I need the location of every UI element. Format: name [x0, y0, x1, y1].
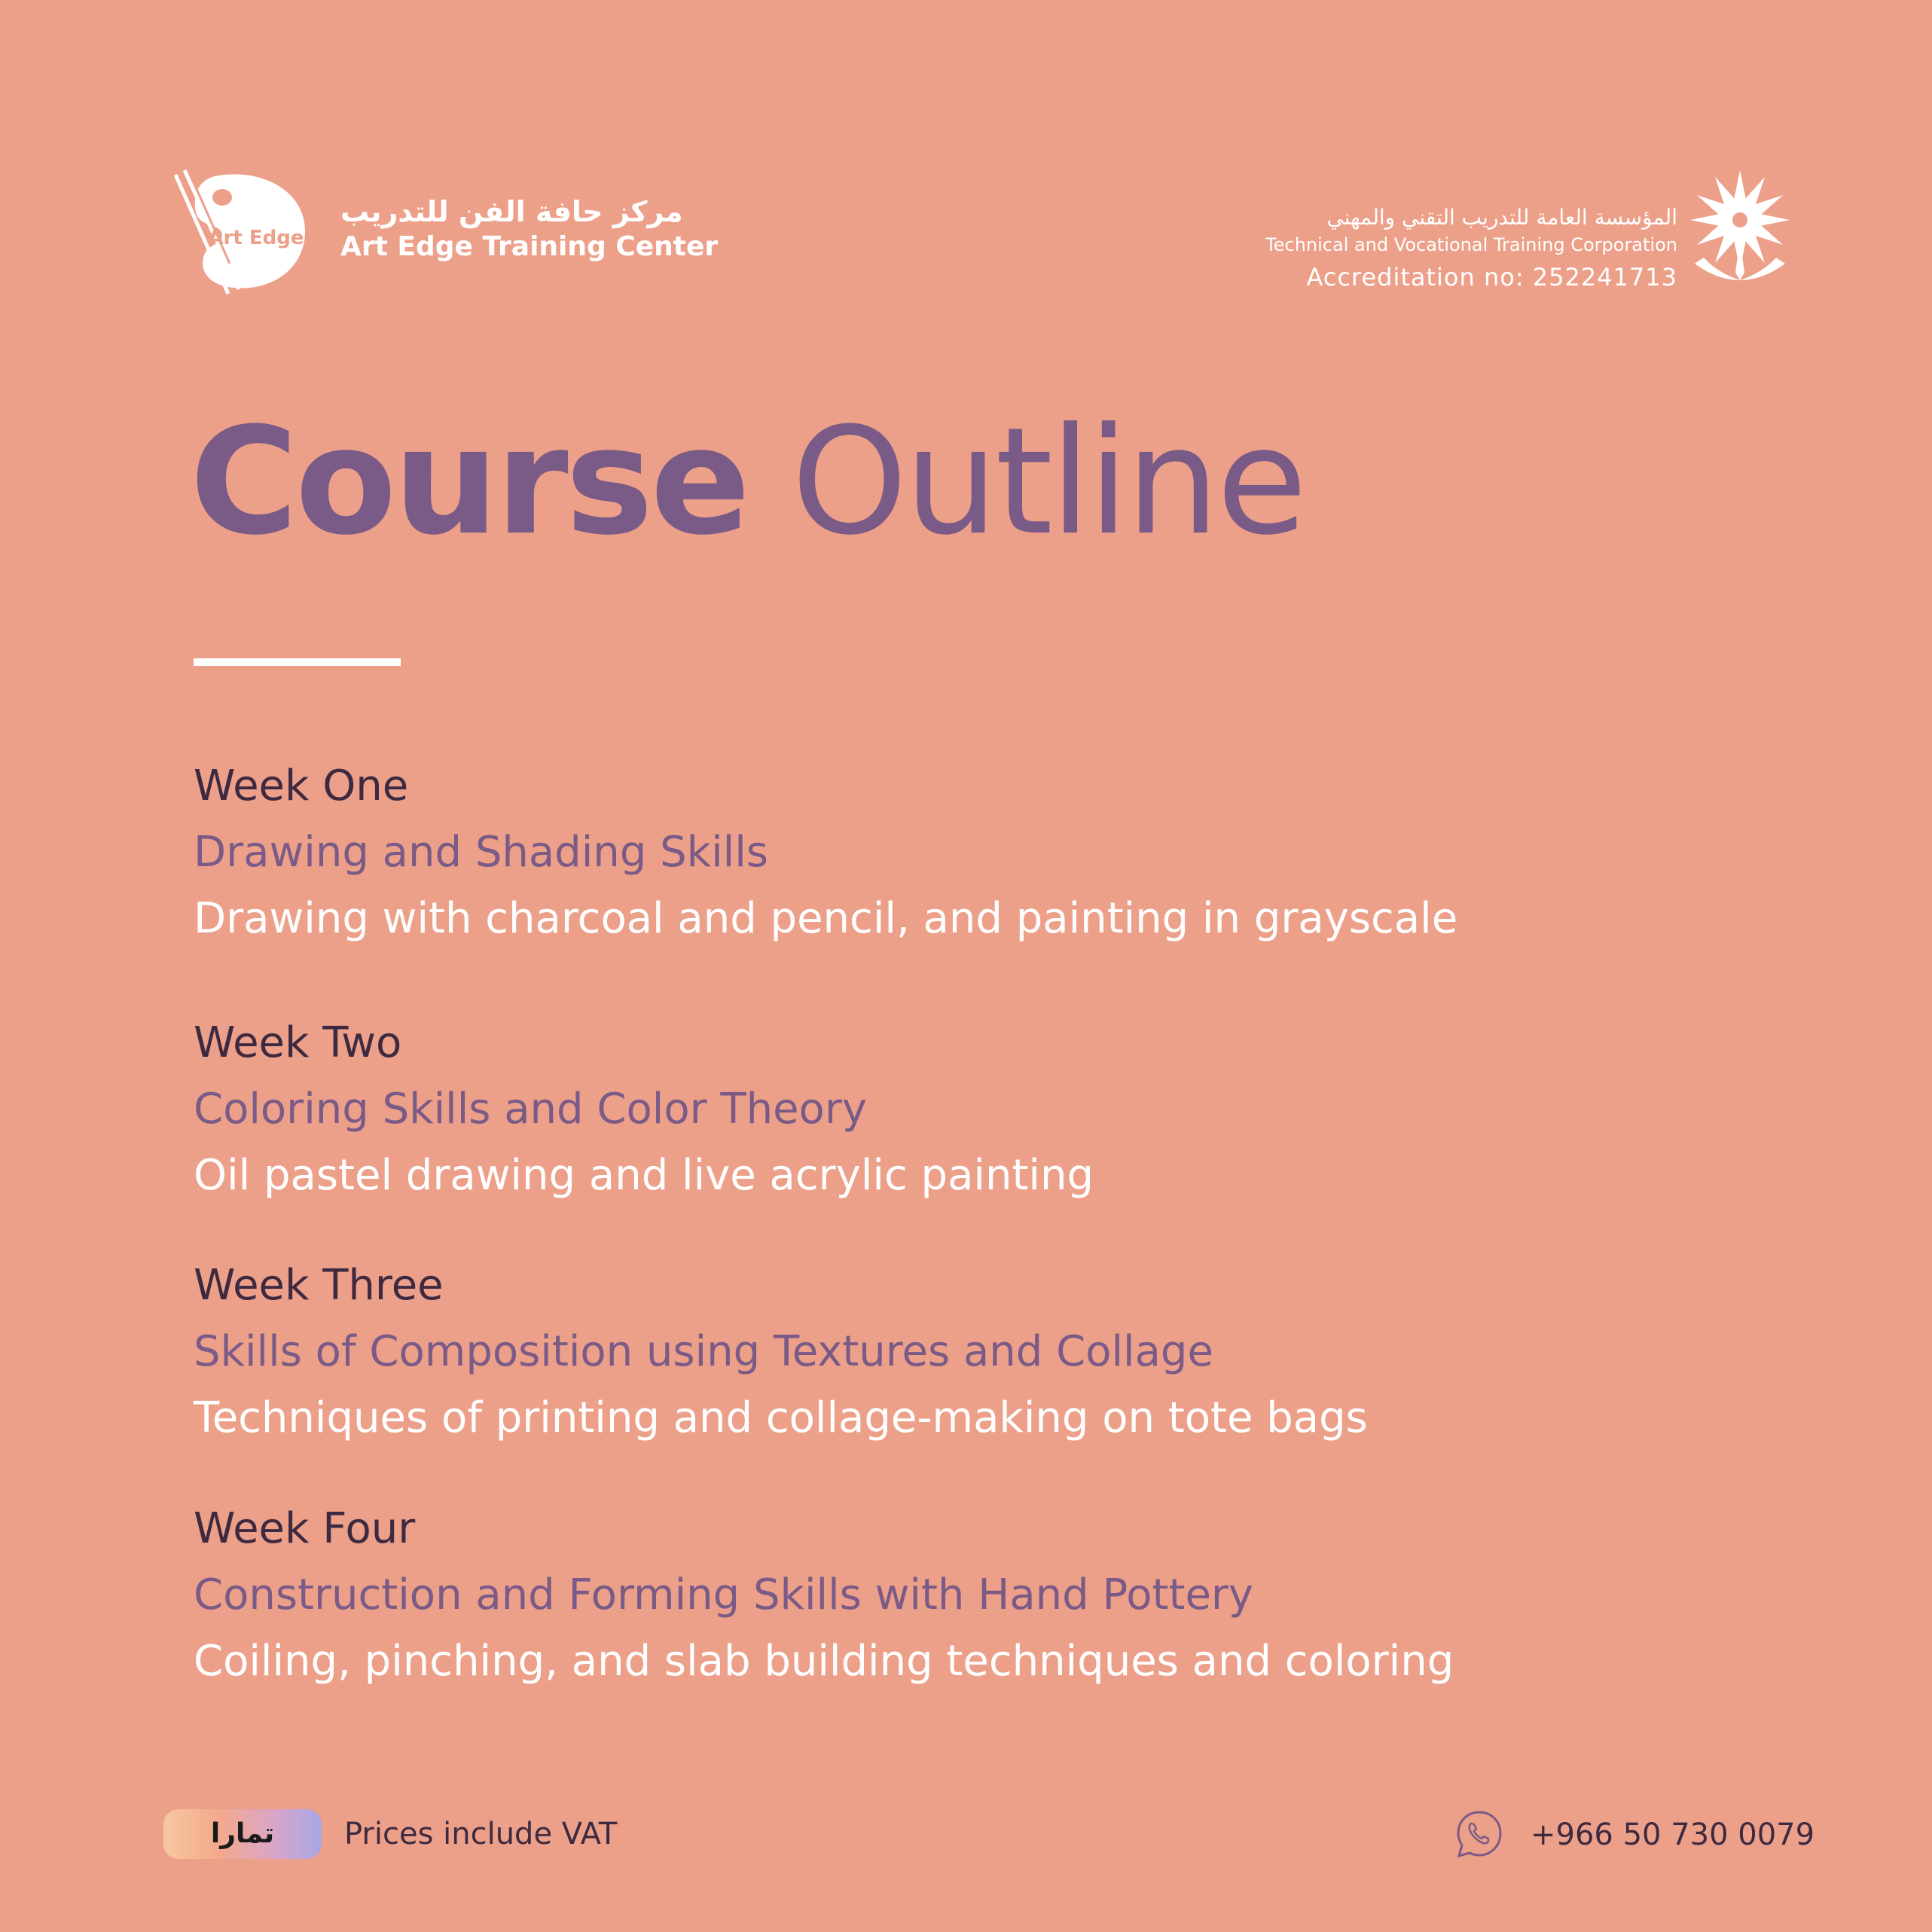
tvtc-accreditation-number: Accreditation no: 252241713 — [1306, 263, 1677, 291]
week-label: Week Four — [194, 1504, 416, 1553]
week-description: Techniques of printing and collage-making on tote bags — [194, 1393, 1368, 1442]
week-section-three — [194, 1253, 1738, 1451]
week-description: Oil pastel drawing and live acrylic painting — [194, 1151, 1094, 1200]
week-section-two — [194, 1010, 1738, 1209]
week-section-one — [194, 753, 1738, 952]
tvtc-arabic-name: المؤسسة العامة للتدريب التقني والمهني — [1326, 205, 1677, 230]
tamara-badge-text: تمارا — [210, 1818, 275, 1849]
phone-number[interactable]: +966 50 730 0079 — [1531, 1818, 1815, 1852]
week-title: Construction and Forming Skills with Hand Pottery — [194, 1570, 1254, 1619]
tvtc-flower-icon — [1687, 167, 1793, 291]
title-light-word: Outline — [791, 396, 1305, 568]
art-edge-arabic-name: مركز حافة الفن للتدريب — [340, 195, 683, 228]
week-description: Drawing with charcoal and pencil, and painting in grayscale — [194, 894, 1458, 943]
art-edge-logo-icon — [169, 167, 309, 295]
tvtc-english-name: Technical and Vocational Training Corporation — [1265, 234, 1677, 255]
art-edge-english-name: Art Edge Training Center — [340, 231, 719, 262]
whatsapp-icon[interactable] — [1454, 1808, 1505, 1860]
vat-note: Prices include VAT — [344, 1817, 618, 1851]
week-label: Week Two — [194, 1018, 402, 1067]
art-edge-logo-text: Art Edge — [208, 227, 304, 249]
week-label: Week Three — [194, 1261, 444, 1310]
week-title: Skills of Composition using Textures and Collage — [194, 1327, 1213, 1376]
week-title: Drawing and Shading Skills — [194, 828, 768, 877]
week-section-four — [194, 1496, 1738, 1695]
page-title — [190, 392, 1305, 572]
week-title: Coloring Skills and Color Theory — [194, 1085, 867, 1134]
week-description: Coiling, pinching, and slab building techniques and coloring — [194, 1637, 1454, 1686]
week-label: Week One — [194, 762, 409, 810]
title-divider — [194, 658, 401, 666]
title-bold-word: Course — [190, 396, 748, 568]
tamara-payment-badge — [163, 1809, 322, 1859]
